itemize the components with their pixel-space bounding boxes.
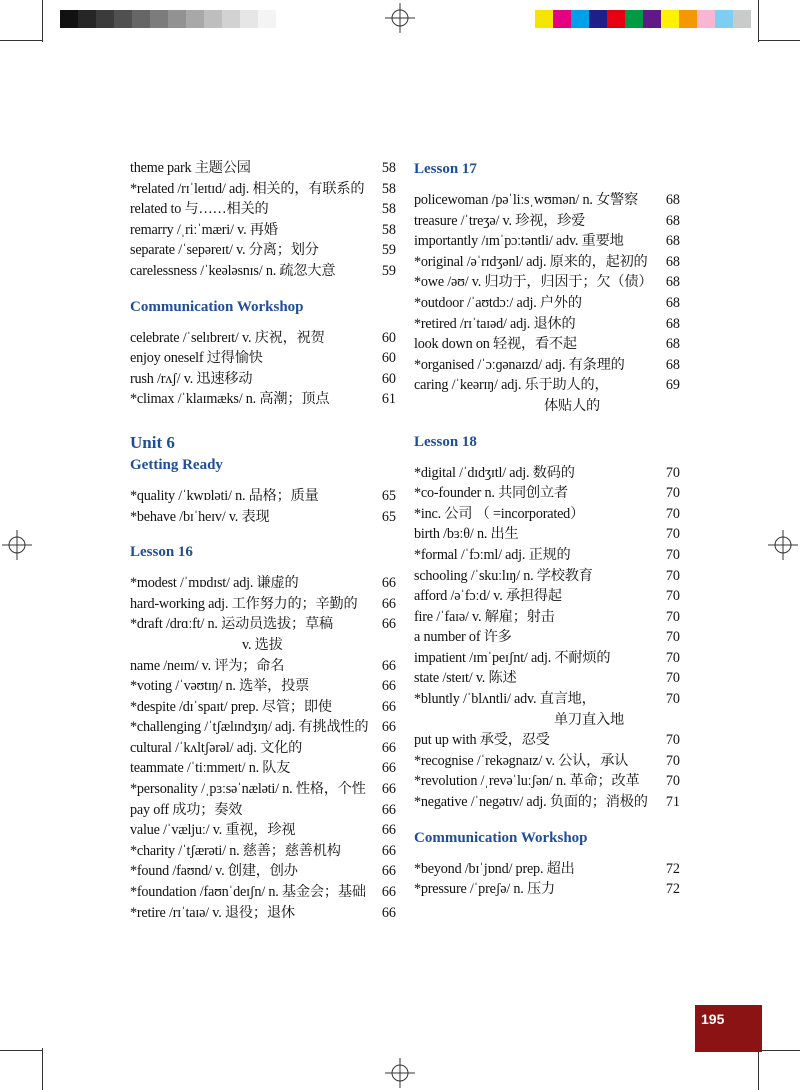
glossary-entry (130, 738, 396, 759)
entry-text: *retired /rɪˈtaɪəd/ adj. 退休的 (414, 315, 576, 332)
entry-text: *original /əˈrɪdʒənl/ adj. 原来的，起初的 (414, 253, 648, 270)
glossary-entry (414, 272, 680, 293)
glossary-entry (414, 771, 680, 792)
entry-text: *modest /ˈmɒdɪst/ adj. 谦虚的 (130, 575, 299, 592)
entry-page-number: 66 (381, 842, 396, 859)
entry-page-number: 66 (381, 719, 396, 736)
entry-page-number: 68 (665, 315, 680, 332)
entry-text: look down on 轻视，看不起 (414, 336, 577, 353)
glossary-entry (414, 334, 680, 355)
entry-text: *owe /əʊ/ v. 归功于，归因于；欠（债） (414, 274, 653, 291)
glossary-left-column (130, 158, 396, 923)
glossary-entry (130, 800, 396, 821)
entry-text: *behave /bɪˈheɪv/ v. 表现 (130, 508, 270, 525)
glossary-entry (414, 524, 680, 545)
entry-page-number: 70 (665, 485, 680, 502)
crop-mark (42, 1048, 43, 1090)
entry-page-number: 58 (381, 160, 396, 176)
entry-text: hard-working adj. 工作努力的；辛勤的 (130, 595, 358, 612)
glossary-entry (130, 507, 396, 528)
glossary-entry (130, 656, 396, 677)
glossary-entry (130, 158, 396, 179)
entry-text: *revolution /ˌrevəˈluːʃən/ n. 革命；改革 (414, 773, 640, 790)
entry-page-number: 66 (381, 698, 396, 715)
entry-page-number: 70 (665, 526, 680, 543)
glossary-entry (130, 348, 396, 369)
entry-text: policewoman /pəˈliːsˌwʊmən/ n. 女警察 (414, 192, 639, 208)
entry-text: *co-founder n. 共同创立者 (414, 485, 569, 502)
entry-text: *despite /dɪˈspaɪt/ prep. 尽管；即使 (130, 698, 332, 715)
section-heading: Lesson 18 (414, 433, 477, 450)
entry-page-number: 68 (665, 233, 680, 250)
entry-text: *digital /ˈdɪdʒɪtl/ adj. 数码的 (414, 464, 575, 481)
page-number: 195 (695, 1005, 762, 1052)
entry-text: name /neɪm/ v. 评为；命名 (130, 657, 285, 674)
entry-page-number: 65 (381, 508, 396, 525)
registration-mark (385, 1058, 415, 1088)
glossary-entry (130, 820, 396, 841)
entry-page-number: 70 (665, 670, 680, 687)
entry-page-number: 70 (665, 567, 680, 584)
glossary-entry (414, 859, 680, 880)
glossary-entry (130, 261, 396, 282)
glossary-entry (130, 328, 396, 349)
glossary-entry (414, 355, 680, 376)
entry-text: afford /əˈfɔːd/ v. 承担得起 (414, 588, 562, 605)
entry-page-number: 59 (381, 242, 396, 259)
glossary-entry (414, 504, 680, 525)
glossary-entry (414, 879, 680, 900)
glossary-entry (130, 614, 396, 635)
entry-page-number: 72 (665, 860, 680, 877)
grayscale-calibration-bar (60, 10, 276, 28)
entry-page-number: 70 (665, 752, 680, 769)
entry-text: *charity /ˈtʃærəti/ n. 慈善；慈善机构 (130, 842, 341, 859)
entry-page-number: 68 (665, 294, 680, 311)
crop-mark (0, 40, 42, 41)
glossary-entry (414, 607, 680, 628)
entry-text: a number of 许多 (414, 629, 512, 646)
entry-text: *challenging /ˈtʃælɪndʒɪŋ/ adj. 有挑战性的 (130, 719, 369, 736)
entry-text: *voting /ˈvəʊtɪŋ/ n. 选举，投票 (130, 678, 310, 695)
entry-text: separate /ˈsepəreɪt/ v. 分离；划分 (130, 242, 319, 259)
entry-text: v. 选拔 (242, 636, 283, 653)
entry-page-number: 70 (665, 649, 680, 666)
glossary-entry (130, 389, 396, 410)
entry-page-number: 66 (381, 739, 396, 756)
entry-page-number: 58 (381, 201, 396, 218)
glossary-entry (414, 314, 680, 335)
glossary-entry (414, 375, 680, 396)
glossary-entry (414, 792, 680, 813)
glossary-entry (414, 627, 680, 648)
entry-text: pay off 成功；奏效 (130, 801, 243, 818)
unit-heading: Unit 6 (130, 432, 175, 452)
entry-page-number: 69 (665, 377, 680, 394)
crop-mark (42, 0, 43, 42)
entry-page-number: 66 (381, 760, 396, 777)
entry-page-number: 71 (665, 794, 680, 811)
entry-page-number: 66 (381, 575, 396, 592)
entry-page-number: 70 (665, 691, 680, 708)
entry-text: *bluntly /ˈblʌntli/ adv. 直言地， (414, 691, 596, 708)
glossary-entry (130, 861, 396, 882)
entry-text: *pressure /ˈpreʃə/ n. 压力 (414, 881, 555, 898)
entry-text: theme park 主题公园 (130, 160, 251, 176)
entry-text: remarry /ˌriːˈmæri/ v. 再婚 (130, 221, 278, 238)
entry-page-number: 70 (665, 505, 680, 522)
entry-text: 单刀直入地 (554, 711, 624, 728)
glossary-entry (414, 566, 680, 587)
entry-text: *personality /ˌpɜːsəˈnæləti/ n. 性格，个性 (130, 781, 366, 798)
glossary-entry (414, 730, 680, 751)
glossary-entry (130, 676, 396, 697)
glossary-entry-continuation (130, 635, 396, 656)
entry-page-number: 66 (381, 595, 396, 612)
glossary-entry (130, 240, 396, 261)
entry-page-number: 68 (665, 212, 680, 229)
entry-text: cultural /ˈkʌltʃərəl/ adj. 文化的 (130, 739, 303, 756)
entry-text: enjoy oneself 过得愉快 (130, 350, 263, 367)
entry-text: celebrate /ˈselɪbreɪt/ v. 庆祝，祝贺 (130, 329, 325, 346)
entry-text: importantly /ɪmˈpɔːtəntli/ adv. 重要地 (414, 233, 624, 250)
glossary-entry (130, 717, 396, 738)
entry-text: *quality /ˈkwɒləti/ n. 品格；质量 (130, 487, 319, 504)
entry-page-number: 58 (381, 180, 396, 197)
entry-page-number: 68 (665, 192, 680, 208)
glossary-entry (414, 252, 680, 273)
glossary-entry-continuation (414, 710, 680, 731)
crop-mark (0, 1050, 42, 1051)
entry-text: *recognise /ˈrekəgnaɪz/ v. 公认，承认 (414, 752, 629, 769)
entry-page-number: 68 (665, 336, 680, 353)
glossary-entry (130, 841, 396, 862)
glossary-entry (414, 231, 680, 252)
entry-text: *foundation /faʊnˈdeɪʃn/ n. 基金会；基础 (130, 884, 366, 901)
glossary-entry (130, 697, 396, 718)
section-heading: Getting Ready (130, 456, 223, 473)
glossary-entry (130, 779, 396, 800)
entry-page-number: 60 (381, 329, 396, 346)
glossary-entry (414, 668, 680, 689)
entry-text: 体贴人的 (544, 397, 600, 414)
glossary-entry (130, 199, 396, 220)
glossary-entry (414, 751, 680, 772)
entry-page-number: 66 (381, 822, 396, 839)
entry-page-number: 65 (381, 487, 396, 504)
entry-page-number: 70 (665, 588, 680, 605)
entry-page-number: 61 (381, 391, 396, 408)
entry-text: *organised /ˈɔːɡənaɪzd/ adj. 有条理的 (414, 356, 625, 373)
section-heading: Communication Workshop (130, 298, 304, 315)
entry-page-number: 72 (665, 881, 680, 898)
entry-page-number: 66 (381, 863, 396, 880)
entry-text: *formal /ˈfɔːml/ adj. 正规的 (414, 546, 571, 563)
registration-mark (2, 530, 32, 560)
entry-text: fire /ˈfaɪə/ v. 解雇；射击 (414, 608, 555, 625)
entry-text: schooling /ˈskuːlɪŋ/ n. 学校教育 (414, 567, 593, 584)
entry-text: treasure /ˈtreʒə/ v. 珍视，珍爱 (414, 212, 586, 229)
entry-text: value /ˈvæljuː/ v. 重视，珍视 (130, 822, 296, 839)
entry-text: birth /bɜːθ/ n. 出生 (414, 526, 519, 543)
entry-text: state /steɪt/ v. 陈述 (414, 670, 517, 687)
glossary-entry (130, 573, 396, 594)
entry-text: impatient /ɪmˈpeɪʃnt/ adj. 不耐烦的 (414, 649, 611, 666)
glossary-entry (130, 220, 396, 241)
entry-page-number: 66 (381, 781, 396, 798)
color-calibration-bar (535, 10, 751, 28)
glossary-entry (414, 648, 680, 669)
entry-page-number: 70 (665, 732, 680, 749)
entry-page-number: 66 (381, 678, 396, 695)
entry-page-number: 70 (665, 773, 680, 790)
crop-mark (758, 1050, 800, 1051)
glossary-entry (130, 758, 396, 779)
glossary-entry (130, 369, 396, 390)
entry-text: caring /ˈkeərɪŋ/ adj. 乐于助人的， (414, 377, 609, 394)
glossary-entry (130, 903, 396, 924)
entry-text: *negative /ˈnegətɪv/ adj. 负面的；消极的 (414, 794, 648, 811)
glossary-entry (414, 293, 680, 314)
entry-text: *inc. 公司 （ =incorporated） (414, 505, 585, 522)
entry-page-number: 58 (381, 221, 396, 238)
section-heading: Communication Workshop (414, 829, 588, 846)
glossary-entry (414, 483, 680, 504)
entry-page-number: 66 (381, 801, 396, 818)
entry-page-number: 70 (665, 608, 680, 625)
glossary-entry (130, 179, 396, 200)
entry-page-number: 70 (665, 464, 680, 481)
entry-page-number: 68 (665, 356, 680, 373)
entry-text: rush /rʌʃ/ v. 迅速移动 (130, 370, 253, 387)
glossary-entry (414, 463, 680, 484)
glossary-entry (130, 594, 396, 615)
glossary-right-column (414, 158, 680, 900)
entry-page-number: 68 (665, 274, 680, 291)
glossary-entry (414, 586, 680, 607)
entry-text: *beyond /bɪˈjɒnd/ prep. 超出 (414, 860, 575, 877)
entry-text: *found /faʊnd/ v. 创建，创办 (130, 863, 298, 880)
glossary-entry (414, 545, 680, 566)
crop-mark (758, 40, 800, 41)
section-heading: Lesson 17 (414, 161, 477, 177)
glossary-entry (130, 486, 396, 507)
glossary-entry (130, 882, 396, 903)
entry-page-number: 60 (381, 350, 396, 367)
entry-text: *outdoor /ˈaʊtdɔː/ adj. 户外的 (414, 294, 582, 311)
registration-mark (768, 530, 798, 560)
entry-text: carelessness /ˈkeələsnɪs/ n. 疏忽大意 (130, 262, 336, 279)
entry-text: teammate /ˈtiːmmeɪt/ n. 队友 (130, 760, 291, 777)
entry-text: *draft /drɑːft/ n. 运动员选拔；草稿 (130, 616, 333, 633)
section-heading: Lesson 16 (130, 544, 193, 561)
entry-page-number: 70 (665, 546, 680, 563)
entry-text: *climax /ˈklaɪmæks/ n. 高潮；顶点 (130, 391, 330, 408)
registration-mark (385, 3, 415, 33)
entry-page-number: 70 (665, 629, 680, 646)
crop-mark (758, 1048, 759, 1090)
entry-page-number: 66 (381, 904, 396, 921)
glossary-entry (414, 190, 680, 211)
entry-text: *related /rɪˈleɪtɪd/ adj. 相关的，有联系的 (130, 180, 365, 197)
crop-mark (758, 0, 759, 42)
entry-page-number: 66 (381, 657, 396, 674)
entry-text: put up with 承受，忍受 (414, 732, 550, 749)
entry-page-number: 59 (381, 262, 396, 279)
entry-page-number: 60 (381, 370, 396, 387)
glossary-entry (414, 211, 680, 232)
entry-text: *retire /rɪˈtaɪə/ v. 退役；退休 (130, 904, 295, 921)
entry-text: related to 与……相关的 (130, 201, 269, 218)
glossary-entry-continuation (414, 396, 680, 417)
entry-page-number: 68 (665, 253, 680, 270)
entry-page-number: 66 (381, 884, 396, 901)
glossary-entry (414, 689, 680, 710)
entry-page-number: 66 (381, 616, 396, 633)
